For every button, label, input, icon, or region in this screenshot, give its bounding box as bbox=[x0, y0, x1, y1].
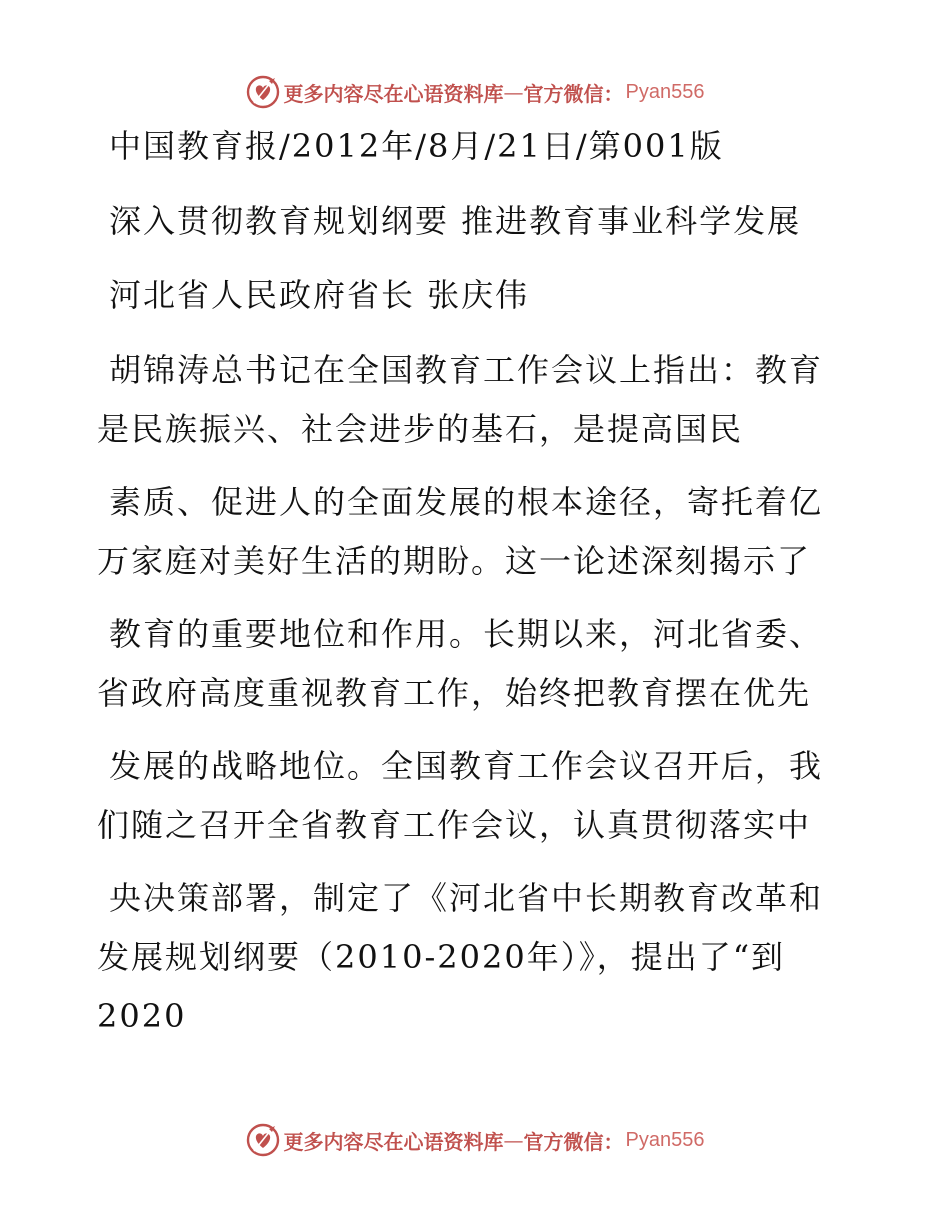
article-author: 河北省人民政府省长 张庆伟 bbox=[109, 276, 530, 314]
banner-dash: — bbox=[503, 80, 524, 104]
banner-text: 更多内容尽在心语资料库 bbox=[283, 1129, 504, 1154]
body-line: 胡锦涛总书记在全国教育工作会议上指出：教育 bbox=[109, 351, 824, 389]
footer-banner bbox=[0, 1120, 950, 1160]
heart-pen-logo-icon bbox=[246, 1123, 280, 1157]
body-line: 素质、促进人的全面发展的根本途径，寄托着亿 bbox=[109, 483, 824, 521]
banner-wechat-label: 官方微信： bbox=[523, 81, 624, 106]
body-line: 2020 bbox=[97, 997, 187, 1035]
banner-dash: — bbox=[503, 1128, 524, 1152]
source-line: 中国教育报/2012年/8月/21日/第001版 bbox=[109, 127, 724, 165]
header-banner bbox=[0, 72, 950, 112]
heart-pen-logo-icon bbox=[246, 75, 280, 109]
banner-wechat-label: 官方微信： bbox=[523, 1129, 624, 1154]
banner-text: 更多内容尽在心语资料库 bbox=[283, 81, 504, 106]
article-title: 深入贯彻教育规划纲要 推进教育事业科学发展 bbox=[109, 202, 802, 240]
body-line: 万家庭对美好生活的期盼。这一论述深刻揭示了 bbox=[97, 542, 812, 580]
body-line: 央决策部署，制定了《河北省中长期教育改革和 bbox=[109, 879, 824, 917]
body-line: 教育的重要地位和作用。长期以来，河北省委、 bbox=[109, 615, 824, 653]
body-line: 们随之召开全省教育工作会议，认真贯彻落实中 bbox=[97, 806, 812, 844]
body-line: 发展的战略地位。全国教育工作会议召开后，我 bbox=[109, 747, 824, 785]
body-line: 省政府高度重视教育工作，始终把教育摆在优先 bbox=[97, 674, 812, 712]
banner-wechat-id: Pyan556 bbox=[625, 80, 705, 103]
body-line: 是民族振兴、社会进步的基石，是提高国民 bbox=[97, 410, 744, 448]
banner-wechat-id: Pyan556 bbox=[625, 1128, 705, 1151]
body-line: 发展规划纲要（2010-2020年）》，提出了“到 bbox=[97, 938, 786, 976]
